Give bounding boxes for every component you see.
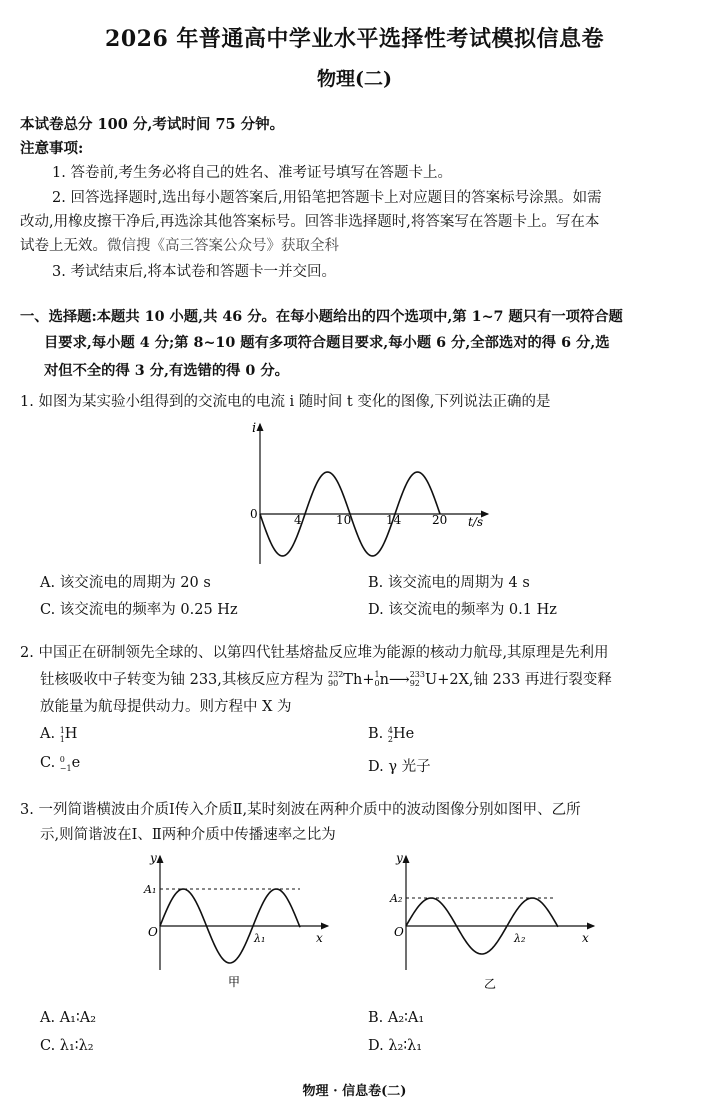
q1-option-c: C. 该交流电的频率为 0.25 Hz bbox=[40, 602, 238, 618]
q2-a-symbol: H bbox=[64, 726, 78, 742]
q2-a-mass: 1 bbox=[59, 726, 65, 735]
q3a-amplitude-label: A₁ bbox=[144, 883, 157, 896]
th-mass: 232 bbox=[328, 670, 344, 679]
q3-option-d: D. λ₂∶λ₁ bbox=[368, 1038, 423, 1054]
th-numbers bbox=[328, 670, 343, 688]
q3b-lambda-label: λ₂ bbox=[514, 932, 526, 945]
plus-sign: + bbox=[362, 672, 375, 688]
notice-title: 注意事项: bbox=[20, 140, 84, 157]
q3b-amplitude-label: A₂ bbox=[390, 892, 403, 905]
q2-option-c bbox=[40, 755, 80, 773]
q2-c-z: −1 bbox=[59, 764, 72, 773]
page-footer: 物理 · 信息卷(二) bbox=[302, 1084, 407, 1099]
q3-option-b: B. A₂∶A₁ bbox=[368, 1010, 425, 1026]
u-z: 92 bbox=[409, 679, 420, 688]
q1-x-label: t/s bbox=[468, 515, 484, 529]
q1-stem: 1. 如图为某实验小组得到的交流电的电流 i 随时间 t 变化的图像,下列说法正确的是 bbox=[20, 394, 551, 410]
page-title: 2026 年普通高中学业水平选择性考试模拟信息卷 bbox=[105, 26, 604, 52]
q2-line1: 2. 中国正在研制领先全球的、以第四代钍基熔盐反应堆为能源的核动力航母,其原理是先利用 bbox=[20, 645, 609, 661]
q2-c-mass: 0 bbox=[59, 755, 65, 764]
n-symbol: n bbox=[379, 672, 389, 688]
q2-option-a bbox=[40, 726, 77, 744]
q3-line2: 示,则简谐波在Ⅰ、Ⅱ两种介质中传播速率之比为 bbox=[40, 827, 336, 843]
q3-option-a: A. A₁∶A₂ bbox=[40, 1010, 97, 1026]
th-z: 90 bbox=[328, 679, 339, 688]
q2-line2-prefix: 钍核吸收中子转变为铀 233,其核反应方程为 bbox=[40, 672, 324, 688]
reaction-arrow: ⟶ bbox=[388, 672, 410, 688]
q3-graph-b bbox=[386, 848, 606, 998]
section1-line1: 一、选择题:本题共 10 小题,共 46 分。在每小题给出的四个选项中,第 1~7 题只有一项符合题 bbox=[20, 309, 623, 325]
q2-b-prefix: B. bbox=[368, 726, 384, 742]
q2-b-z: 2 bbox=[387, 735, 393, 744]
q3b-x-label: x bbox=[582, 931, 589, 945]
q3-graph-a bbox=[140, 848, 340, 998]
q2-line3: 放能量为航母提供动力。则方程中 X 为 bbox=[40, 699, 292, 715]
watermark-text: 微信搜《高三答案公众号》获取全科 bbox=[107, 238, 339, 254]
score-line: 本试卷总分 100 分,考试时间 75 分钟。 bbox=[20, 116, 285, 133]
notice-3: 3. 考试结束后,将本试卷和答题卡一并交回。 bbox=[52, 264, 337, 280]
th-symbol: Th bbox=[343, 672, 363, 688]
q1-origin-label: 0 bbox=[250, 507, 258, 521]
notice-2b: 改动,用橡皮擦干净后,再选涂其他答案标号。回答非选择题时,将答案写在答题卡上。写在本 bbox=[20, 214, 600, 230]
q1-tick-20: 20 bbox=[432, 513, 448, 527]
notice-2c-text: 试卷上无效。 bbox=[20, 238, 107, 254]
q1-y-label: i bbox=[252, 421, 257, 436]
q2-line2 bbox=[40, 670, 612, 690]
q2-c-symbol: e bbox=[71, 755, 81, 771]
q2-option-d: D. γ 光子 bbox=[368, 759, 431, 775]
q3b-caption: 乙 bbox=[484, 977, 497, 991]
n-z: 0 bbox=[374, 679, 380, 688]
q2-c-numbers bbox=[60, 755, 72, 773]
q3a-y-label: y bbox=[150, 851, 157, 865]
u-mass: 233 bbox=[409, 670, 425, 679]
q2-line2-suffix: ,铀 233 再进行裂变释 bbox=[468, 672, 612, 688]
q3a-x-label: x bbox=[316, 931, 323, 945]
q3-option-c: C. λ₁∶λ₂ bbox=[40, 1038, 94, 1054]
q3a-lambda-label: λ₁ bbox=[254, 932, 266, 945]
q2-b-mass: 4 bbox=[387, 726, 393, 735]
q1-option-a: A. 该交流电的周期为 20 s bbox=[40, 575, 211, 591]
q3a-origin: O bbox=[148, 925, 158, 939]
notice-2c bbox=[20, 236, 339, 256]
q2-a-prefix: A. bbox=[40, 726, 56, 742]
n-numbers bbox=[374, 670, 379, 688]
q1-tick-14: 14 bbox=[386, 513, 402, 527]
q1-current-graph bbox=[240, 418, 500, 568]
q2-b-symbol: He bbox=[392, 726, 415, 742]
q2-option-b bbox=[368, 726, 414, 744]
u-numbers bbox=[410, 670, 425, 688]
q3b-y-label: y bbox=[396, 851, 403, 865]
n-mass: 1 bbox=[374, 670, 380, 679]
eq-tail: +2X bbox=[437, 672, 469, 688]
u-symbol: U bbox=[424, 672, 438, 688]
section1-line3: 对但不全的得 3 分,有选错的得 0 分。 bbox=[44, 363, 289, 379]
q2-a-z: 1 bbox=[59, 735, 65, 744]
q1-option-d: D. 该交流电的频率为 0.1 Hz bbox=[368, 602, 557, 618]
q1-tick-4: 4 bbox=[294, 513, 302, 527]
section1-line2: 目要求,每小题 4 分;第 8~10 题有多项符合题目要求,每小题 6 分,全部选对的得 6 分,选 bbox=[44, 335, 610, 351]
q1-tick-10: 10 bbox=[336, 513, 352, 527]
q3b-origin: O bbox=[394, 925, 404, 939]
q2-c-prefix: C. bbox=[40, 755, 56, 771]
q3a-caption: 甲 bbox=[228, 975, 241, 989]
notice-2a: 2. 回答选择题时,选出每小题答案后,用铅笔把答题卡上对应题目的答案标号涂黑。如需 bbox=[52, 190, 602, 206]
q1-option-b: B. 该交流电的周期为 4 s bbox=[368, 575, 530, 591]
page-subtitle: 物理(二) bbox=[317, 68, 392, 90]
notice-1: 1. 答卷前,考生务必将自己的姓名、准考证号填写在答题卡上。 bbox=[52, 165, 453, 181]
q3-line1: 3. 一列简谐横波由介质Ⅰ传入介质Ⅱ,某时刻波在两种介质中的波动图像分别如图甲、乙所 bbox=[20, 802, 581, 818]
